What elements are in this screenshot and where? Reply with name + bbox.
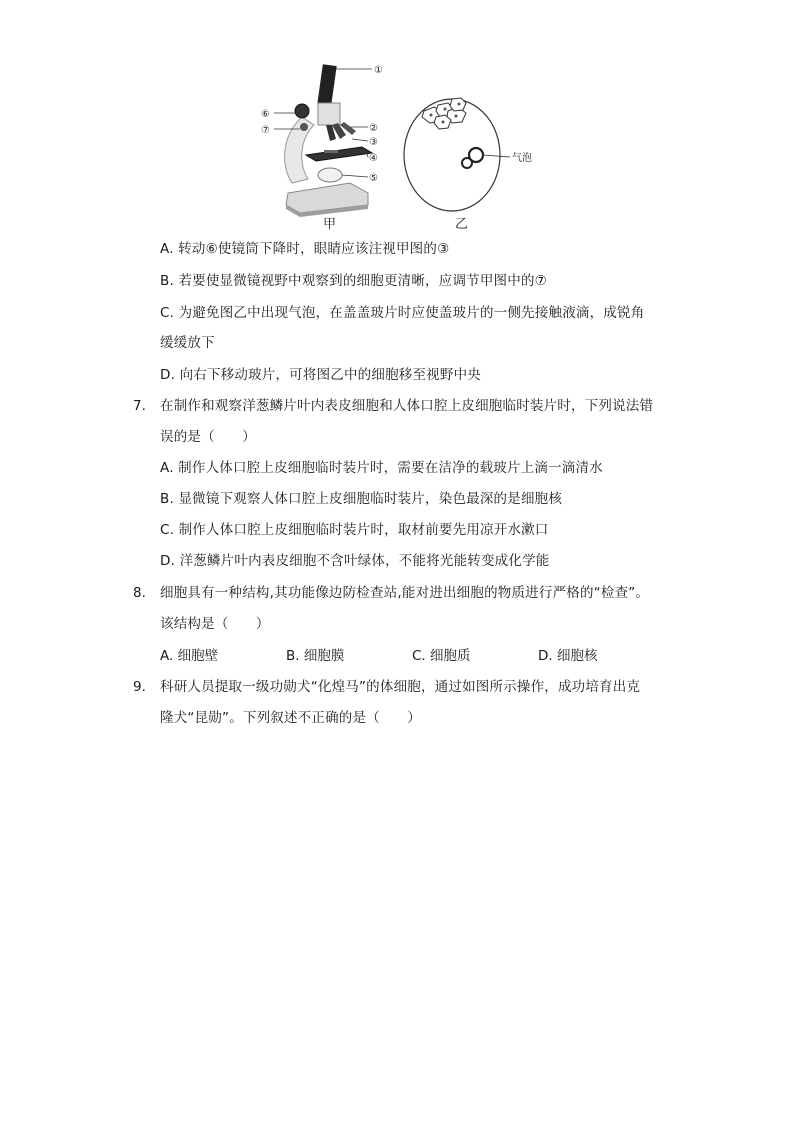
q8-number: 8.: [133, 585, 146, 601]
q7-stem-line2: 误的是（ ）: [160, 429, 256, 445]
q9-stem-line2: 隆犬“昆勋”。下列叙述不正确的是（ ）: [160, 710, 421, 726]
label-3: ③: [369, 137, 378, 148]
q8-option-a: A. 细胞壁: [160, 648, 219, 664]
q6-option-a: A. 转动⑥使镜筒下降时，眼睛应该注视甲图的③: [160, 241, 450, 257]
q9-stem-line1: 科研人员提取一级功勋犬“化煌马”的体细胞，通过如图所示操作，成功培育出克: [160, 679, 641, 695]
caption-left: 甲: [323, 217, 337, 232]
label-1: ①: [374, 65, 383, 76]
q8-stem-line2: 该结构是（ ）: [160, 616, 270, 632]
q7-option-a: A. 制作人体口腔上皮细胞临时装片时，需要在洁净的载玻片上滴一滴清水: [160, 460, 603, 476]
microscope-diagram: [240, 55, 540, 235]
label-4: ④: [369, 153, 378, 164]
label-2: ②: [369, 123, 378, 134]
q7-option-d: D. 洋葱鳞片叶内表皮细胞不含叶绿体，不能将光能转变成化学能: [160, 553, 550, 569]
coarse-adjust-knob-icon: [295, 104, 309, 118]
q8-option-b: B. 细胞膜: [286, 648, 345, 664]
q6-option-c: C. 为避免图乙中出现气泡，在盖盖玻片时应使盖玻片的一侧先接触液滴，成锐角: [160, 305, 645, 321]
label-5: ⑤: [369, 173, 378, 184]
question-figure: [240, 55, 540, 235]
q8-option-d: D. 细胞核: [538, 648, 598, 664]
q6-option-c-cont: 缓缓放下: [160, 335, 215, 351]
q7-stem-line1: 在制作和观察洋葱鳞片叶内表皮细胞和人体口腔上皮细胞临时装片时，下列说法错: [160, 398, 654, 414]
q7-number: 7.: [133, 398, 146, 414]
q7-option-b: B. 显微镜下观察人体口腔上皮细胞临时装片，染色最深的是细胞核: [160, 491, 563, 507]
caption-right: 乙: [455, 217, 469, 232]
q9-number: 9.: [133, 679, 146, 695]
label-7: ⑦: [261, 125, 270, 136]
label-6: ⑥: [261, 109, 270, 120]
q6-option-d: D. 向右下移动玻片，可将图乙中的细胞移至视野中央: [160, 367, 481, 383]
q7-option-c: C. 制作人体口腔上皮细胞临时装片时，取材前要先用凉开水漱口: [160, 522, 549, 538]
q8-option-c: C. 细胞质: [412, 648, 471, 664]
q8-stem-line1: 细胞具有一种结构,其功能像边防检查站,能对进出细胞的物质进行严格的“检查”。: [160, 585, 650, 601]
q6-option-b: B. 若要使显微镜视野中观察到的细胞更清晰，应调节甲图中的⑦: [160, 273, 547, 289]
bubble-label: 气泡: [512, 153, 532, 164]
fine-adjust-knob-icon: [300, 123, 308, 131]
